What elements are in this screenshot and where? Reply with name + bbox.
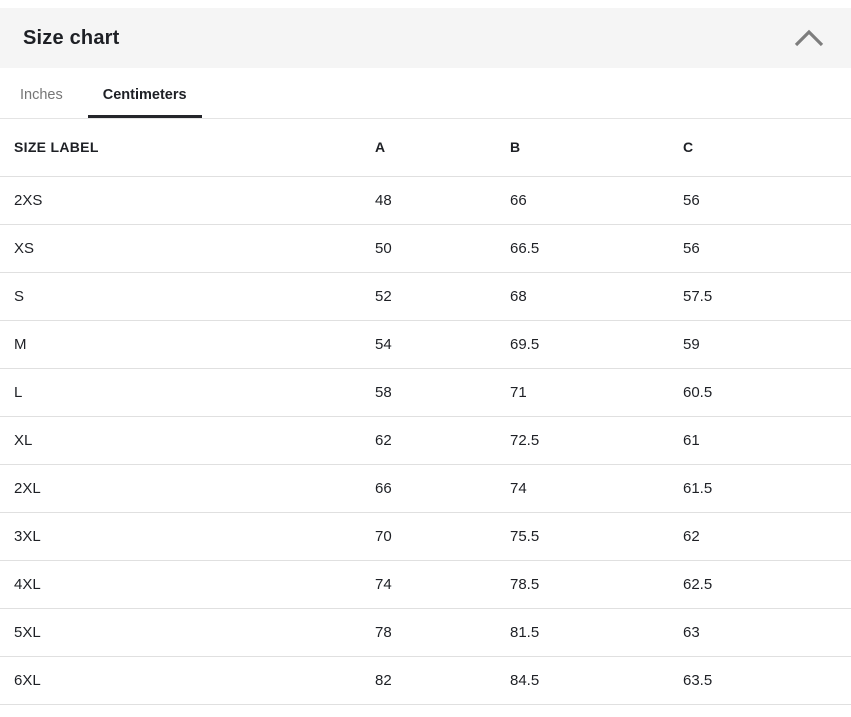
measurement-cell: 54 [361,320,496,368]
unit-tabs [0,78,851,119]
measurement-cell: 62 [361,416,496,464]
measurement-cell: 60.5 [669,368,851,416]
table-row [0,176,851,224]
table-row [0,224,851,272]
measurement-cell: 62.5 [669,560,851,608]
measurement-cell: 61 [669,416,851,464]
measurement-cell: 66 [361,464,496,512]
size-label-cell: 3XL [0,512,361,560]
tab-centimeters[interactable]: Centimeters [88,78,202,118]
table-row [0,464,851,512]
measurement-cell: 71 [496,368,669,416]
table-row [0,320,851,368]
size-label-cell: L [0,368,361,416]
table-row [0,272,851,320]
size-label-cell: XS [0,224,361,272]
column-header-b: B [496,119,669,176]
measurement-cell: 70 [361,512,496,560]
size-label-cell: 2XS [0,176,361,224]
measurement-cell: 66 [496,176,669,224]
table-row [0,608,851,656]
size-label-cell: 6XL [0,656,361,704]
measurement-cell: 84.5 [496,656,669,704]
size-label-cell: M [0,320,361,368]
table-header-row [0,119,851,176]
measurement-cell: 82 [361,656,496,704]
size-table-body [0,176,851,704]
table-row [0,512,851,560]
measurement-cell: 62 [669,512,851,560]
measurement-cell: 69.5 [496,320,669,368]
table-row [0,416,851,464]
measurement-cell: 56 [669,176,851,224]
measurement-cell: 52 [361,272,496,320]
measurement-cell: 50 [361,224,496,272]
size-label-cell: 4XL [0,560,361,608]
measurement-cell: 58 [361,368,496,416]
column-header-c: C [669,119,851,176]
measurement-cell: 78.5 [496,560,669,608]
measurement-cell: 81.5 [496,608,669,656]
panel-title: Size chart [23,26,120,49]
measurement-cell: 59 [669,320,851,368]
size-table [0,119,851,705]
size-label-cell: 2XL [0,464,361,512]
measurement-cell: 57.5 [669,272,851,320]
measurement-cell: 74 [361,560,496,608]
measurement-cell: 72.5 [496,416,669,464]
measurement-cell: 74 [496,464,669,512]
chevron-up-icon[interactable] [793,28,825,48]
tab-inches[interactable]: Inches [20,87,63,103]
measurement-cell: 63.5 [669,656,851,704]
column-header-a: A [361,119,496,176]
table-row [0,368,851,416]
measurement-cell: 56 [669,224,851,272]
table-row [0,656,851,704]
measurement-cell: 68 [496,272,669,320]
measurement-cell: 48 [361,176,496,224]
measurement-cell: 66.5 [496,224,669,272]
size-label-cell: 5XL [0,608,361,656]
measurement-cell: 75.5 [496,512,669,560]
measurement-cell: 63 [669,608,851,656]
column-header-size-label: SIZE LABEL [0,119,361,176]
table-row [0,560,851,608]
measurement-cell: 78 [361,608,496,656]
size-label-cell: XL [0,416,361,464]
size-label-cell: S [0,272,361,320]
size-chart-header[interactable] [0,8,851,68]
measurement-cell: 61.5 [669,464,851,512]
